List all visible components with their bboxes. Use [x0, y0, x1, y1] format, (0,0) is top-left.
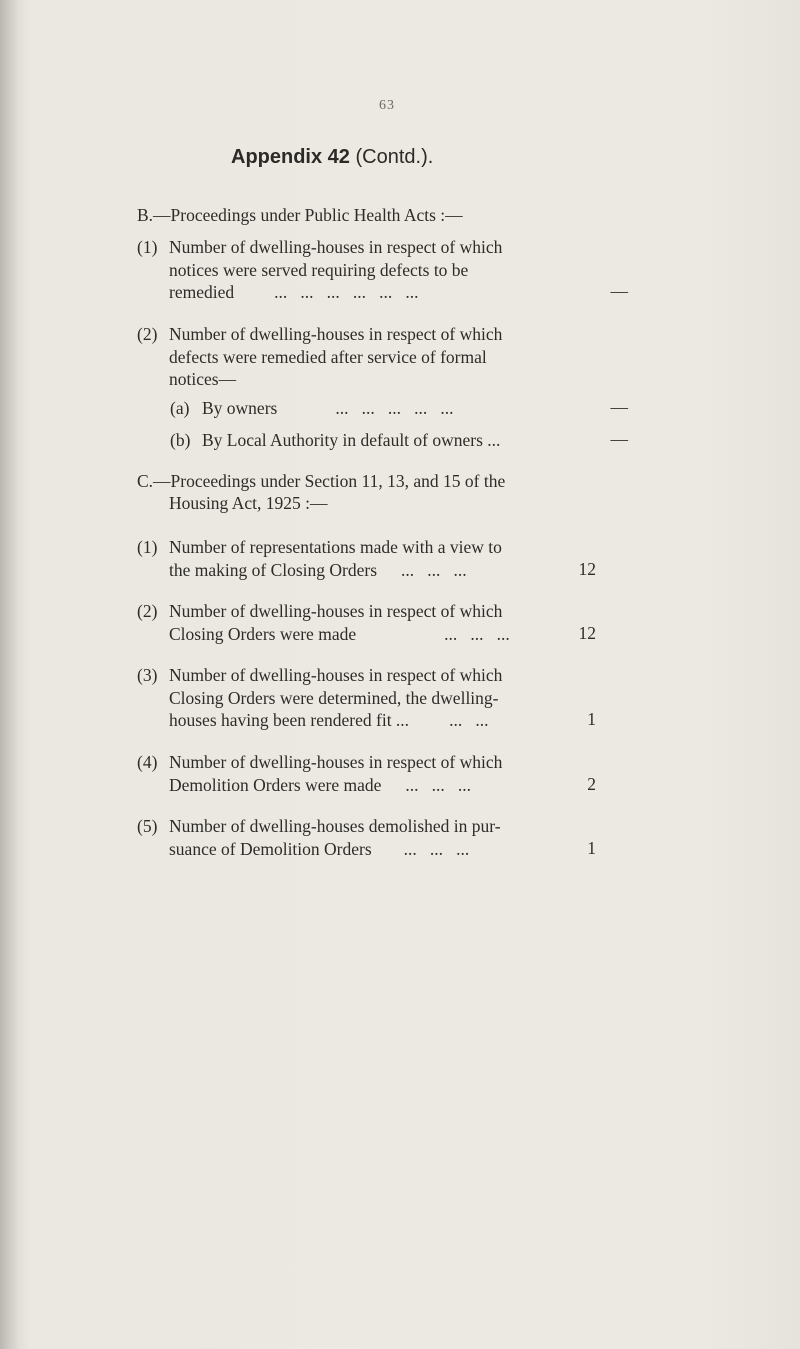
item-line: defects were remedied after service of formal: [169, 346, 487, 367]
appendix-title-bold: Appendix 42: [231, 146, 350, 168]
item-line: [169, 709, 689, 732]
item-line-text: Closing Orders were made: [169, 623, 357, 644]
item-line-text: remedied: [169, 282, 235, 302]
leader-dots: ... ... ...: [405, 774, 471, 795]
item-line-text: By owners: [202, 398, 278, 418]
item-line: notices were served requiring defects to be: [169, 259, 469, 280]
page-binding-edge: [0, 0, 18, 1349]
item-number: (1): [137, 537, 158, 557]
item-line: Closing Orders were determined, the dwelling-: [169, 687, 499, 708]
item-line: [169, 774, 689, 797]
leader-dots: ... ... ...: [401, 559, 467, 580]
item-line-text: suance of Demolition Orders: [169, 838, 372, 859]
item-line: [169, 559, 689, 582]
item-number: (2): [137, 601, 158, 621]
item-line: Number of dwelling-houses in respect of which: [169, 324, 503, 344]
section-c-item-4-value: 2: [587, 774, 596, 794]
item-text: [169, 323, 689, 391]
leader-dots: ... ... ...: [444, 623, 510, 644]
item-text: [169, 815, 689, 860]
page-number: 63: [379, 98, 395, 113]
section-b-heading: B.—Proceedings under Public Health Acts :—: [137, 205, 463, 225]
appendix-title: [231, 146, 433, 169]
item-line: Number of dwelling-houses in respect of which: [169, 665, 503, 685]
item-line: Number of dwelling-houses in respect of which: [169, 237, 503, 257]
item-number: (1): [137, 237, 158, 257]
item-text: [202, 429, 722, 452]
item-line: [169, 838, 689, 861]
section-c-item-1-value: 12: [578, 559, 596, 579]
item-line: Number of dwelling-houses demolished in pur-: [169, 816, 501, 836]
section-b-item-2a-value: —: [610, 397, 628, 417]
leader-dots: ... ...: [449, 710, 489, 730]
item-line: By Local Authority in default of owners ...: [202, 430, 501, 450]
item-number: (b): [170, 430, 191, 450]
section-c-item-2-value: 12: [578, 623, 596, 643]
leader-dots: ... ... ... ... ... ...: [274, 282, 419, 302]
appendix-title-contd: (Contd.).: [349, 146, 434, 168]
section-c-heading-line: Housing Act, 1925 :—: [169, 493, 328, 513]
leader-dots: ... ... ...: [403, 838, 470, 859]
item-line-text: the making of Closing Orders: [169, 559, 378, 580]
item-number: (4): [137, 752, 158, 772]
item-text: [169, 751, 689, 796]
item-number: (5): [137, 816, 158, 836]
leader-dots: ... ... ... ... ...: [335, 398, 454, 418]
section-c-item-5-value: 1: [587, 838, 596, 858]
item-line-text: houses having been rendered fit ...: [169, 710, 410, 730]
section-c-item-3-value: 1: [587, 709, 596, 729]
item-line: Number of representations made with a view to: [169, 537, 502, 557]
item-line-text: Demolition Orders were made: [169, 774, 382, 795]
item-line: [169, 623, 689, 646]
item-number: (3): [137, 665, 158, 685]
item-text: [169, 600, 689, 645]
item-text: [169, 664, 689, 732]
section-c-heading-line: C.—Proceedings under Section 11, 13, and 15 of the: [137, 471, 506, 491]
item-line: Number of dwelling-houses in respect of which: [169, 752, 503, 772]
item-text: [202, 397, 722, 420]
item-line: notices—: [169, 369, 237, 389]
section-b-item-2b-value: —: [610, 429, 628, 449]
section-c-heading: [137, 470, 505, 514]
item-number: (a): [170, 398, 190, 418]
item-line: [202, 397, 722, 420]
item-text: [169, 536, 689, 581]
section-b-item-1-value: —: [610, 281, 628, 301]
item-line: Number of dwelling-houses in respect of which: [169, 601, 503, 621]
item-number: (2): [137, 324, 158, 344]
